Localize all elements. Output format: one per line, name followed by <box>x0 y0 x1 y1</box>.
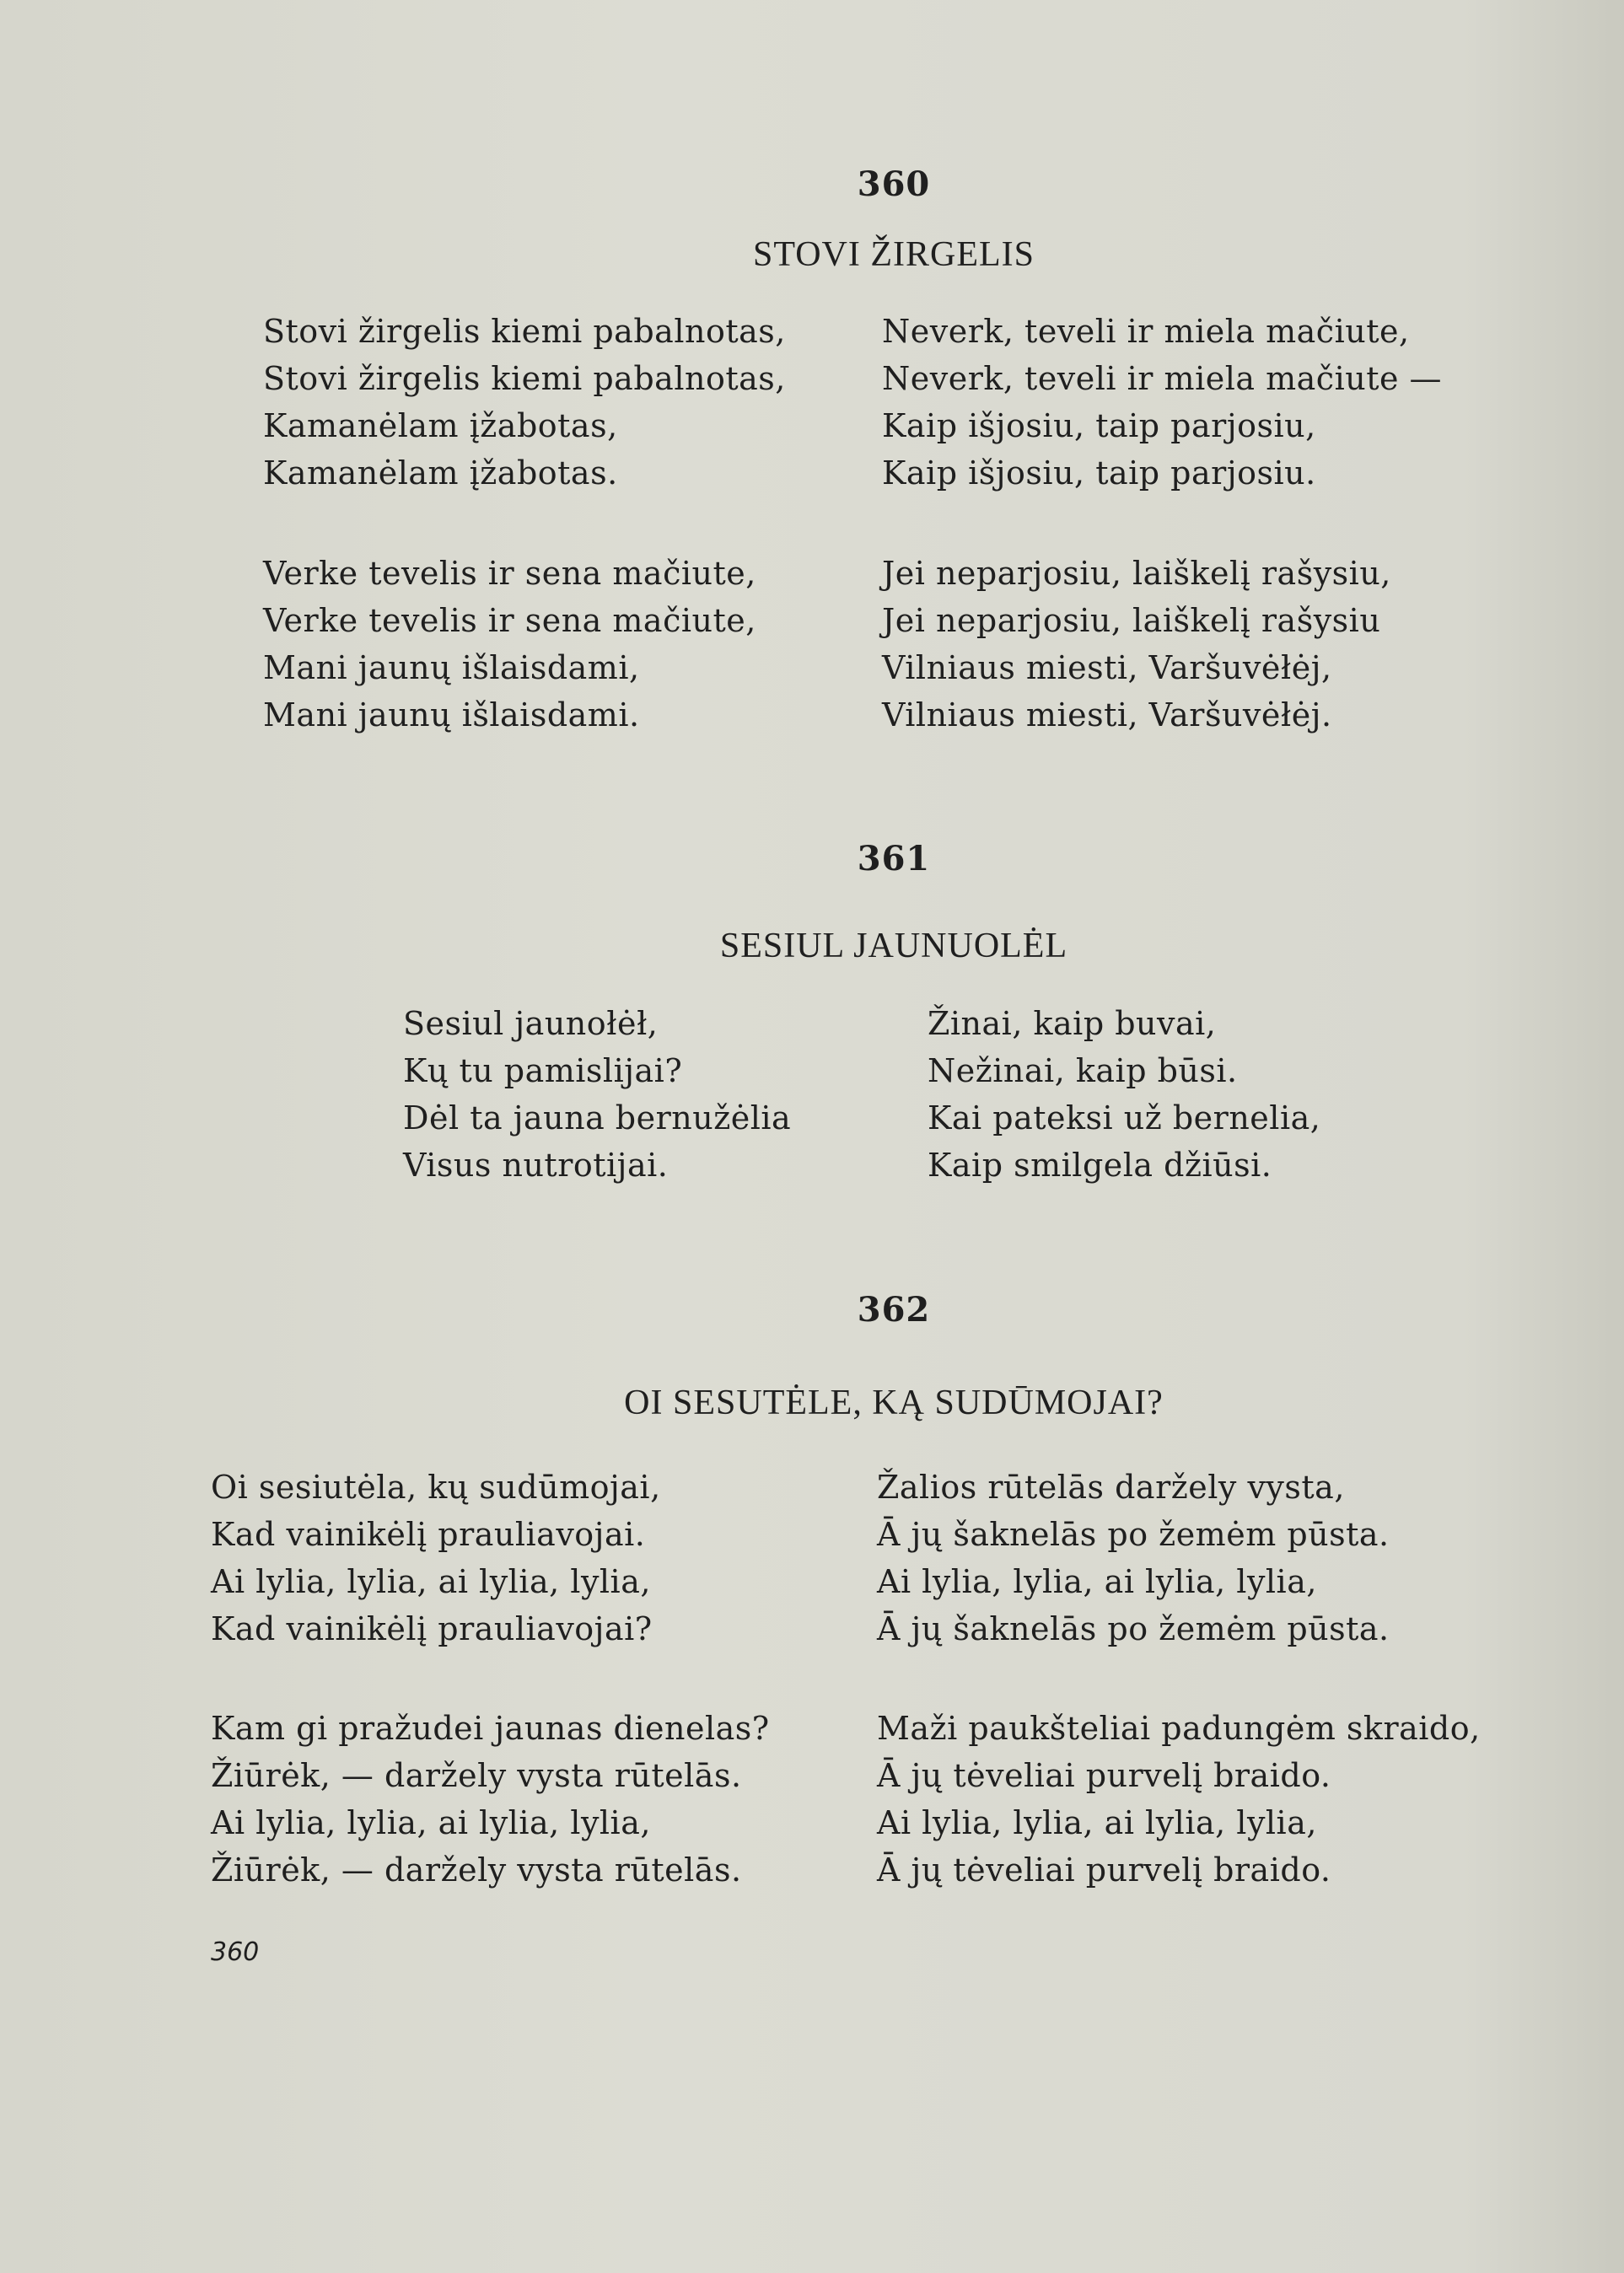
verse-line: Žinai, kaip buvai, <box>928 1005 1217 1042</box>
verse-line: Ai lylia, lylia, ai lylia, lylia, <box>211 1804 651 1841</box>
verse-line: Vilniaus miesti, Varšuvėłėj, <box>882 649 1332 686</box>
verse-line: Oi sesiutėla, kų sudūmojai, <box>211 1469 661 1506</box>
verse-line: Verke tevelis ir sena mačiute, <box>263 555 756 592</box>
stanza <box>882 308 1442 497</box>
verse-line: Nežinai, kaip būsi. <box>928 1052 1238 1089</box>
verse-line: Ai lylia, lylia, ai lylia, lylia, <box>877 1804 1317 1841</box>
verse-line: Vilniaus miesti, Varšuvėłėj. <box>882 696 1332 733</box>
verse-line: Sesiul jaunołėł, <box>403 1005 659 1042</box>
song-title: OI SESUTĖLE, KĄ SUDŪMOJAI? <box>624 1384 1164 1422</box>
verse-line: Kaip smilgela džiūsi. <box>928 1147 1272 1184</box>
stanza <box>882 550 1391 739</box>
verse-line: Visus nutrotijai. <box>403 1147 669 1184</box>
verse-line: Verke tevelis ir sena mačiute, <box>263 602 756 639</box>
page-number: 360 <box>211 1937 260 1967</box>
song-title: STOVI ŽIRGELIS <box>752 235 1035 274</box>
verse-line: Neverk, teveli ir miela mačiute, <box>882 313 1410 350</box>
verse-line: Neverk, teveli ir miela mačiute — <box>882 360 1443 397</box>
stanza <box>928 1000 1320 1189</box>
verse-line: Jei neparjosiu, laiškelį rašysiu, <box>882 555 1391 592</box>
verse-line: Stovi žirgelis kiemi pabalnotas, <box>263 360 786 397</box>
verse-line: Kamanėlam įžabotas, <box>263 407 618 444</box>
stanza <box>877 1705 1481 1894</box>
verse-line: Žiūrėk, — daržely vysta rūtelās. <box>211 1757 742 1794</box>
song-number: 362 <box>857 1290 931 1330</box>
verse-line: Kad vainikėlį prauliavojai. <box>211 1516 646 1553</box>
stanza <box>211 1464 661 1652</box>
verse-line: Ai lylia, lylia, ai lylia, lylia, <box>211 1563 651 1600</box>
verse-line: Kad vainikėlį prauliavojai? <box>211 1610 653 1647</box>
stanza <box>263 550 756 739</box>
verse-line: Mani jaunų išlaisdami, <box>263 649 640 686</box>
verse-line: Ā jų šaknelās po žemėm pūsta. <box>877 1610 1390 1647</box>
verse-line: Mani jaunų išlaisdami. <box>263 696 640 733</box>
verse-line: Maži paukšteliai padungėm skraido, <box>877 1710 1481 1747</box>
verse-line: Kam gi pražudei jaunas dienelas? <box>211 1710 770 1747</box>
verse-line: Dėl ta jauna bernužėlia <box>403 1099 792 1136</box>
verse-line: Kaip išjosiu, taip parjosiu. <box>882 454 1316 492</box>
verse-line: Kų tu pamislijai? <box>403 1052 683 1089</box>
verse-line: Stovi žirgelis kiemi pabalnotas, <box>263 313 786 350</box>
stanza <box>211 1705 770 1894</box>
verse-line: Ā jų šaknelās po žemėm pūsta. <box>877 1516 1390 1553</box>
verse-line: Jei neparjosiu, laiškelį rašysiu <box>882 602 1381 639</box>
song-number: 361 <box>857 839 931 879</box>
verse-line: Ā jų tėveliai purvelį braido. <box>877 1851 1331 1889</box>
song-title: SESIUL JAUNUOLĖL <box>719 927 1068 965</box>
verse-line: Žiūrėk, — daržely vysta rūtelās. <box>211 1851 742 1889</box>
verse-line: Kai pateksi už bernelia, <box>928 1099 1321 1136</box>
verse-line: Ai lylia, lylia, ai lylia, lylia, <box>877 1563 1317 1600</box>
stanza <box>403 1000 791 1189</box>
verse-line: Ā jų tėveliai purvelį braido. <box>877 1757 1331 1794</box>
verse-line: Kamanėlam įžabotas. <box>263 454 618 492</box>
verse-line: Žalios rūtelās daržely vysta, <box>877 1469 1345 1506</box>
verse-line: Kaip išjosiu, taip parjosiu, <box>882 407 1316 444</box>
stanza <box>263 308 786 497</box>
stanza <box>877 1464 1390 1652</box>
song-number: 360 <box>857 164 931 204</box>
